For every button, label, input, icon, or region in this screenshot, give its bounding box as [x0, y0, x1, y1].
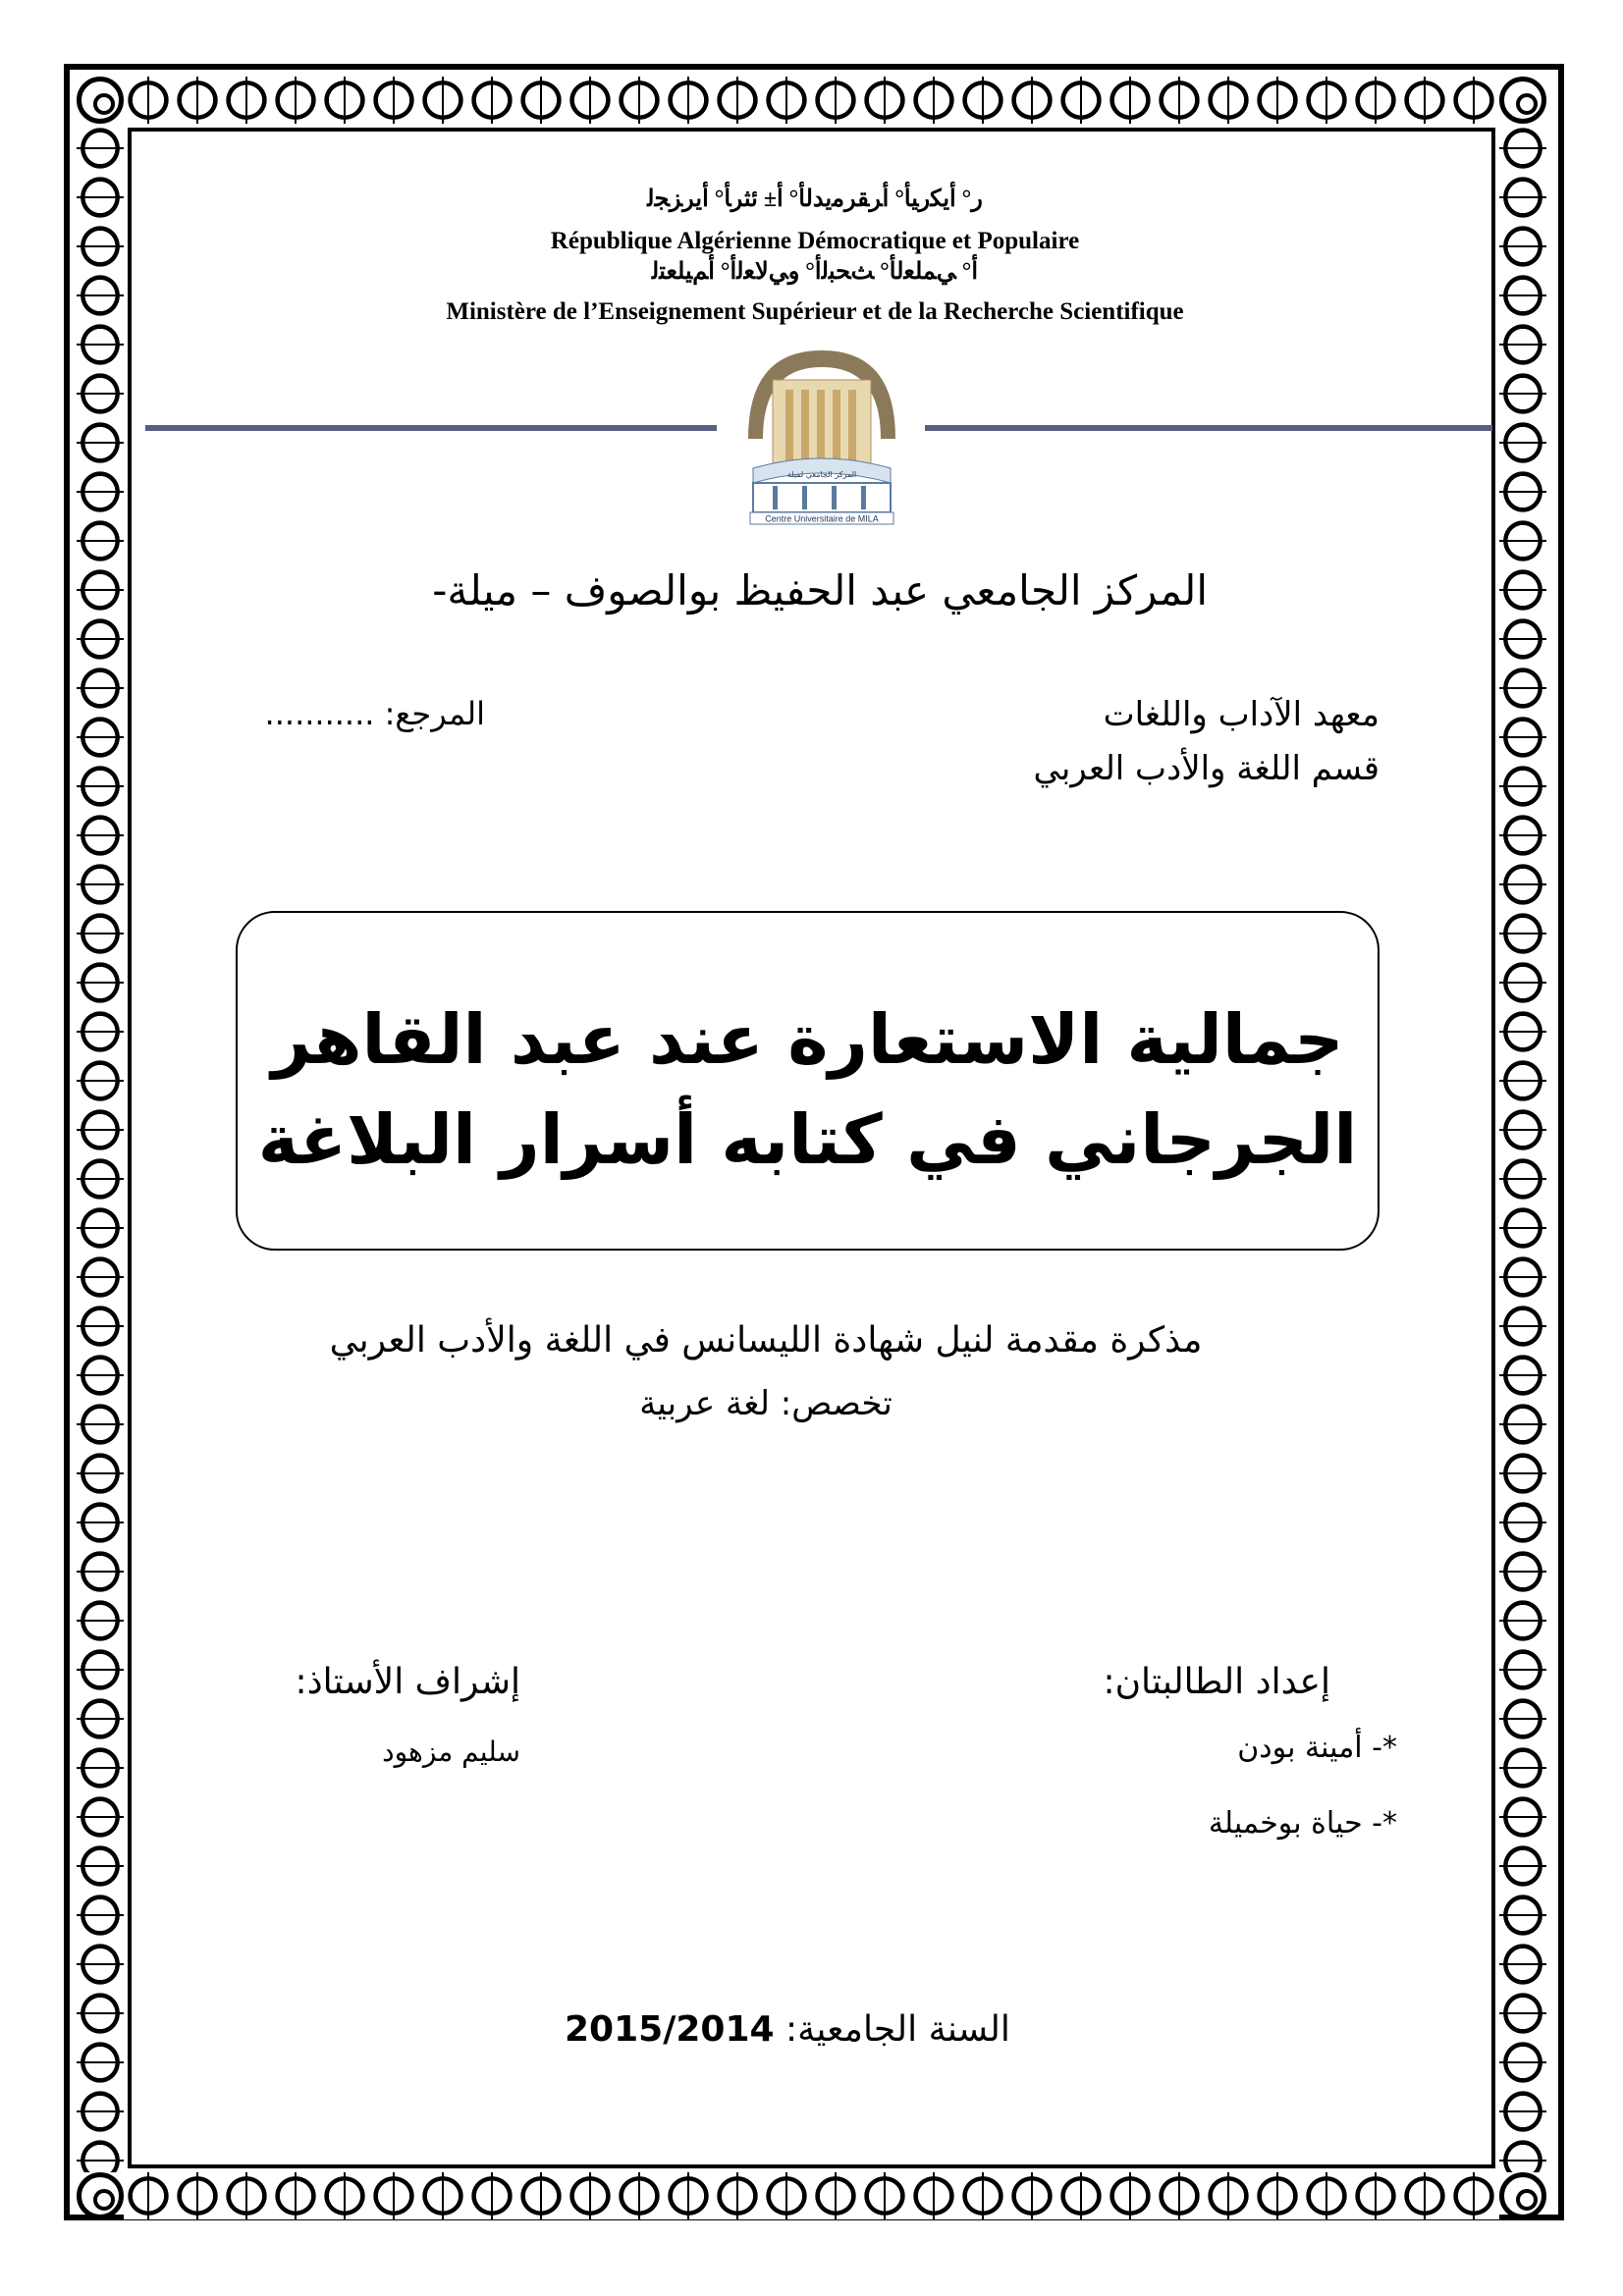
corner-ornament-icon — [77, 77, 124, 124]
chain-border-bottom — [124, 2172, 1499, 2219]
students-label: إعداد الطالبتان: — [1103, 1662, 1330, 1702]
corner-ornament-icon — [1499, 2172, 1546, 2219]
chain-border-right — [1499, 124, 1546, 2172]
corner-ornament-icon — [77, 2172, 124, 2219]
academic-year — [565, 2009, 1010, 2050]
logo-banner: المركز الجامعي لميلة — [786, 470, 857, 479]
center-name: المركز الجامعي عبد الحفيظ بوالصوف – ميلة- — [432, 566, 1208, 614]
divider-left — [145, 425, 717, 431]
divider-right — [925, 425, 1492, 431]
specialty: تخصص: لغة عربية — [639, 1384, 893, 1423]
header-arabic-line-1: ﺭ° ﺃﻳﻜﺭﻴﺄ° ﺃﺮﻘﺮﻣﻳﺪﻟﺄ° ﺃ± ﺋﺜﺮﺄ° ﺃﻳﺮﺰﺠﻟ — [647, 187, 983, 212]
student-name-1: *- أمينة بودن — [1237, 1731, 1397, 1765]
thesis-subtitle: مذكرة مقدمة لنيل شهادة الليسانس في اللغة والأدب العربي — [329, 1320, 1203, 1361]
supervisor-label: إشراف الأستاذ: — [295, 1662, 520, 1702]
department-name: قسم اللغة والأدب العربي — [1033, 749, 1380, 788]
ministry-name: Ministère de l’Enseignement Supérieur et de la Recherche Scientifique — [446, 298, 1184, 325]
academic-year-label: السنة الجامعية: — [785, 2009, 1010, 2050]
institute-name: معهد الآداب واللغات — [1103, 695, 1380, 734]
thesis-title-box — [236, 911, 1380, 1251]
student-name-2: *- حياة بوخميلة — [1208, 1806, 1397, 1841]
chain-border-left — [77, 124, 124, 2172]
republic-name: République Algérienne Démocratique et Populaire — [550, 228, 1080, 254]
header-arabic-line-2: ﺃ° ﻲﻤﻠﻌﻟﺄ° ﺚﺤﺒﻟﺃ° ﻭﻲﻟﺎﻌﻟﺃ° ﺃﻢﻴﻠﻌﺘﻟ — [651, 259, 979, 285]
corner-ornament-icon — [1499, 77, 1546, 124]
supervisor-name: سليم مزهود — [382, 1735, 520, 1768]
academic-year-value: 2015/2014 — [565, 2009, 775, 2050]
thesis-title-line-1: جمالية الاستعارة عند عبد القاهر — [271, 999, 1344, 1080]
thesis-title-line-2: الجرجاني في كتابه أسرار البلاغة — [257, 1099, 1358, 1180]
university-logo — [738, 346, 905, 525]
logo-caption: Centre Universitaire de MILA — [765, 513, 879, 524]
chain-border-top — [124, 77, 1499, 124]
reference-field: المرجع: ........... — [264, 695, 485, 732]
